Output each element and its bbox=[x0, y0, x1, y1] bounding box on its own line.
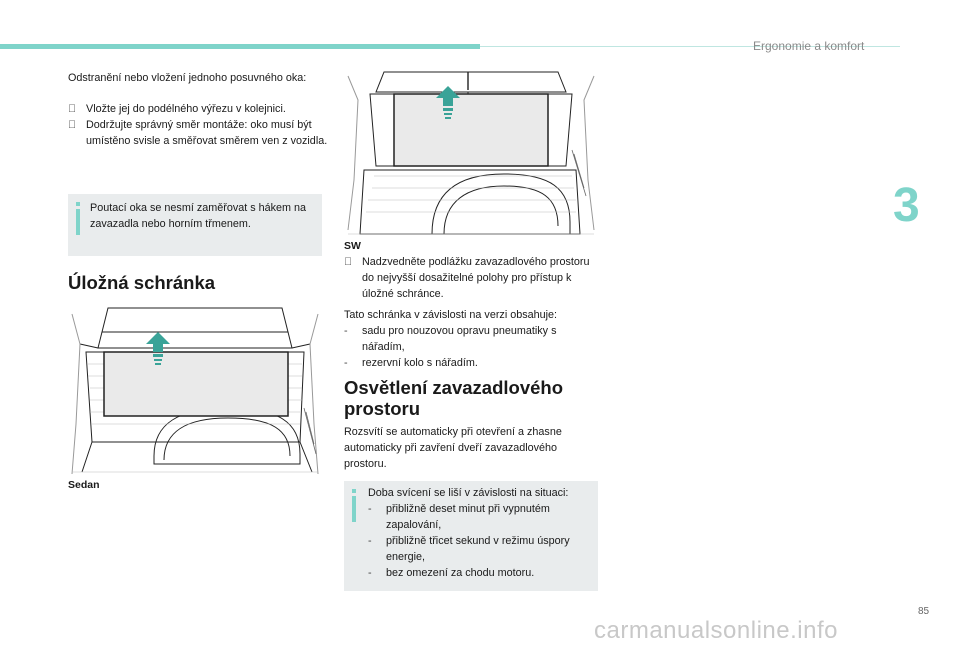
list-item bbox=[68, 101, 328, 117]
info-note bbox=[344, 481, 598, 591]
dash-marker: - bbox=[368, 567, 372, 579]
info-note bbox=[68, 194, 322, 256]
info-icon-bar bbox=[76, 209, 80, 235]
checkbox-bullet-icon bbox=[344, 254, 352, 270]
page-number: 85 bbox=[918, 606, 930, 617]
sedan-caption: Sedan bbox=[68, 479, 100, 491]
info-icon bbox=[76, 202, 80, 206]
info-icon bbox=[352, 489, 356, 493]
dash-marker: - bbox=[368, 535, 372, 547]
list-item bbox=[344, 254, 600, 302]
dash-marker: - bbox=[368, 503, 372, 515]
intro-text: Odstranění nebo vložení jednoho posuvného oka: bbox=[68, 72, 307, 84]
dash-marker: - bbox=[344, 357, 348, 369]
list-item bbox=[68, 117, 328, 149]
checkbox-bullet-icon bbox=[68, 117, 76, 133]
sw-caption: SW bbox=[344, 240, 361, 252]
list-item-text: přibližně deset minut při vypnutém zapalování, bbox=[386, 503, 550, 531]
section-heading: Úložná schránka bbox=[68, 272, 216, 293]
checkbox-bullet-icon bbox=[68, 101, 76, 117]
watermark: carmanualsonline.info bbox=[594, 617, 838, 644]
list-item bbox=[344, 355, 600, 371]
list-item bbox=[368, 533, 596, 565]
list-item-text: rezervní kolo s nářadím. bbox=[362, 357, 478, 369]
info-icon-bar bbox=[352, 496, 356, 522]
lighting-text: Rozsvítí se automaticky při otevření a zhasne automaticky při zavření dveří zavazadlového prostoru. bbox=[344, 426, 562, 470]
header-accent-bar bbox=[0, 44, 480, 49]
section-heading: Osvětlení zavazadlového prostoru bbox=[344, 377, 564, 419]
list-item-text: přibližně třicet sekund v režimu úspory energie, bbox=[386, 535, 570, 563]
list-item bbox=[344, 323, 600, 355]
info-note-text: Doba svícení se liší v závislosti na situaci: bbox=[368, 487, 569, 499]
list-item-text: sadu pro nouzovou opravu pneumatiky s nářadím, bbox=[362, 325, 557, 353]
contents-intro: Tato schránka v závislosti na verzi obsahuje: bbox=[344, 309, 558, 321]
dash-marker: - bbox=[344, 325, 348, 337]
info-note-text: Poutací oka se nesmí zaměřovat s hákem na zavazadla nebo horním třmenem. bbox=[90, 202, 307, 230]
list-item-text: bez omezení za chodu motoru. bbox=[386, 567, 535, 579]
list-item bbox=[368, 565, 596, 581]
section-title: Ergonomie a komfort bbox=[753, 39, 865, 53]
list-item-text: Dodržujte správný směr montáže: oko musí být umístěno svisle a směřovat směrem ven z vozidla. bbox=[86, 119, 328, 147]
list-item-text: Nadzvedněte podlážku zavazadlového prostoru do nejvyšší dosažitelné polohy pro přístup k úložné schránce. bbox=[362, 256, 590, 300]
chapter-number: 3 bbox=[893, 179, 920, 232]
sw-trunk-illustration bbox=[344, 70, 598, 238]
sedan-trunk-illustration bbox=[68, 304, 322, 476]
list-item bbox=[368, 501, 596, 533]
list-item-text: Vložte jej do podélného výřezu v kolejnici. bbox=[86, 103, 286, 115]
